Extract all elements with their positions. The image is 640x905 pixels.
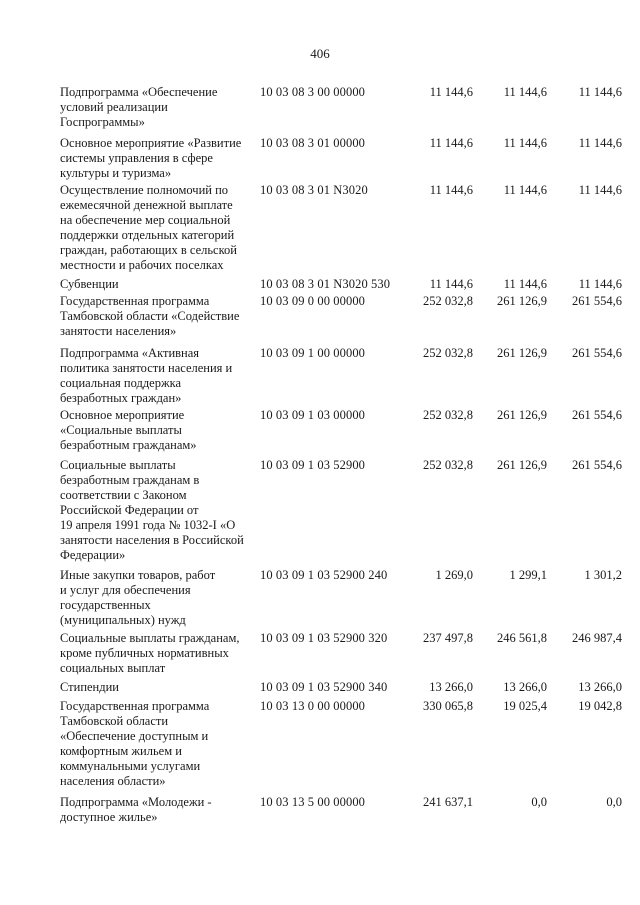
row-code: 10 03 09 1 03 00000 xyxy=(260,408,366,422)
row-code: 10 03 09 1 03 52900 320 xyxy=(260,631,388,645)
row-value-2: 261 126,9 xyxy=(497,346,547,360)
row-value-1: 11 144,6 xyxy=(429,183,473,197)
row-value-3: 261 554,6 xyxy=(572,458,622,472)
row-value-1: 252 032,8 xyxy=(423,408,473,422)
row-value-2: 1 299,1 xyxy=(509,568,547,582)
row-value-1: 11 144,6 xyxy=(429,277,473,291)
row-name: Подпрограмма «Молодежи - доступное жилье» xyxy=(60,795,212,824)
row-value-3: 1 301,2 xyxy=(584,568,622,582)
row-value-1: 13 266,0 xyxy=(429,680,473,694)
row-value-1: 237 497,8 xyxy=(423,631,473,645)
row-value-1: 1 269,0 xyxy=(435,568,473,582)
row-code: 10 03 09 1 03 52900 240 xyxy=(260,568,388,582)
row-name: Осуществление полномочий по ежемесячной денежной выплате на обеспечение мер социальной поддержки отдельных категорий граждан, работающих в сельской местности и рабочих поселках xyxy=(60,183,237,272)
row-code: 10 03 09 1 03 52900 340 xyxy=(260,680,388,694)
row-value-2: 261 126,9 xyxy=(497,408,547,422)
row-value-2: 13 266,0 xyxy=(503,680,547,694)
row-value-3: 11 144,6 xyxy=(578,183,622,197)
row-value-3: 19 042,8 xyxy=(578,699,622,713)
row-code: 10 03 08 3 00 00000 xyxy=(260,85,366,99)
row-name: Подпрограмма «Активная политика занятости населения и социальная поддержка безработных граждан» xyxy=(60,346,233,405)
row-name: Государственная программа Тамбовской области «Обеспечение доступным и комфортным жильем и коммунальными услугами населения области» xyxy=(60,699,210,788)
row-value-2: 11 144,6 xyxy=(503,183,547,197)
row-value-3: 13 266,0 xyxy=(578,680,622,694)
row-value-2: 261 126,9 xyxy=(497,458,547,472)
row-value-2: 19 025,4 xyxy=(503,699,547,713)
row-name: Субвенции xyxy=(60,277,119,291)
row-code: 10 03 13 5 00 00000 xyxy=(260,795,366,809)
row-name: Социальные выплаты безработным гражданам в соответствии с Законом Российской Федерации от 19 апреля 1991 года № 1032-I «О занятости населения в Российской Федерации» xyxy=(60,458,244,562)
row-name: Основное мероприятие «Развитие системы управления в сфере культуры и туризма» xyxy=(60,136,242,180)
row-name: Государственная программа Тамбовской области «Содействие занятости населения» xyxy=(60,294,240,338)
row-code: 10 03 09 1 03 52900 xyxy=(260,458,366,472)
row-value-2: 246 561,8 xyxy=(497,631,547,645)
row-value-1: 330 065,8 xyxy=(423,699,473,713)
row-value-3: 11 144,6 xyxy=(578,277,622,291)
row-code: 10 03 08 3 01 N3020 530 xyxy=(260,277,391,291)
row-value-3: 0,0 xyxy=(606,795,622,809)
row-value-1: 252 032,8 xyxy=(423,294,473,308)
row-value-3: 261 554,6 xyxy=(572,408,622,422)
row-code: 10 03 08 3 01 00000 xyxy=(260,136,366,150)
row-value-1: 252 032,8 xyxy=(423,346,473,360)
row-name: Социальные выплаты гражданам, кроме публичных нормативных социальных выплат xyxy=(60,631,240,675)
row-value-3: 246 987,4 xyxy=(572,631,622,645)
row-name: Иные закупки товаров, работ и услуг для обеспечения государственных (муниципальных) нужд xyxy=(60,568,216,627)
row-value-1: 11 144,6 xyxy=(429,85,473,99)
row-value-1: 241 637,1 xyxy=(423,795,473,809)
row-code: 10 03 13 0 00 00000 xyxy=(260,699,366,713)
row-code: 10 03 09 1 00 00000 xyxy=(260,346,366,360)
row-value-2: 11 144,6 xyxy=(503,277,547,291)
row-value-2: 11 144,6 xyxy=(503,136,547,150)
row-code: 10 03 09 0 00 00000 xyxy=(260,294,366,308)
row-value-1: 252 032,8 xyxy=(423,458,473,472)
row-name: Основное мероприятие «Социальные выплаты безработным гражданам» xyxy=(60,408,197,452)
row-name: Подпрограмма «Обеспечение условий реализации Госпрограммы» xyxy=(60,85,218,129)
row-value-3: 261 554,6 xyxy=(572,294,622,308)
row-code: 10 03 08 3 01 N3020 xyxy=(260,183,368,197)
row-name: Стипендии xyxy=(60,680,119,694)
row-value-3: 261 554,6 xyxy=(572,346,622,360)
row-value-2: 11 144,6 xyxy=(503,85,547,99)
row-value-2: 0,0 xyxy=(531,795,547,809)
page-number: 406 xyxy=(310,46,330,61)
row-value-3: 11 144,6 xyxy=(578,85,622,99)
row-value-1: 11 144,6 xyxy=(429,136,473,150)
row-value-3: 11 144,6 xyxy=(578,136,622,150)
row-value-2: 261 126,9 xyxy=(497,294,547,308)
